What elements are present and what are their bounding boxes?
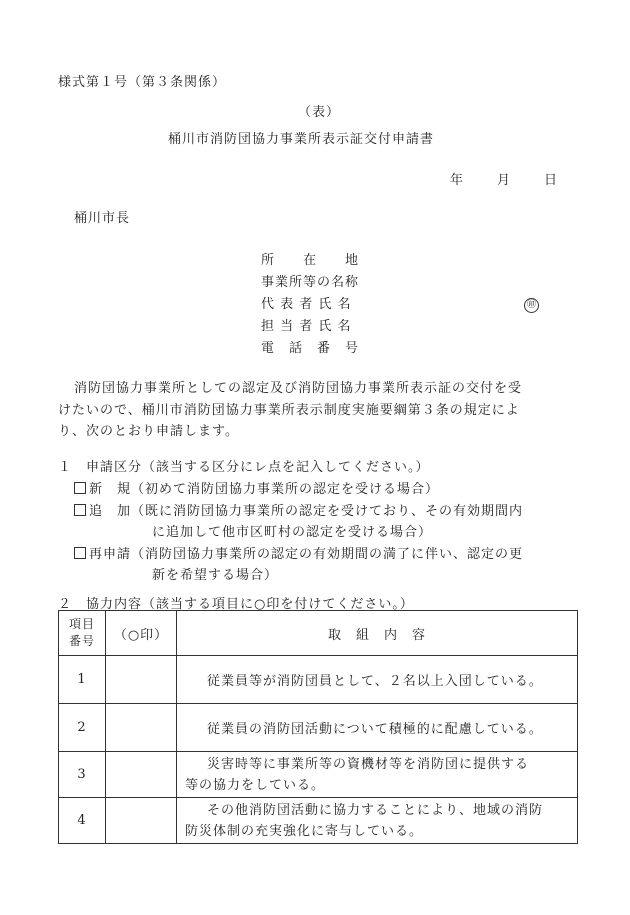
option-add-checkbox[interactable] [74,504,86,516]
row-content-line1: 災害時等に事業所等の資機材等を消防団に提供する [207,756,530,772]
intro-line-3: り、次のとおり申請します。 [58,424,239,439]
option-add-desc: （既に消防団協力事業所の認定を受けており、その有効期間内 [131,504,524,519]
option-new-desc: （初めて消防団協力事業所の認定を受ける場合） [131,482,440,497]
cooperation-table [58,610,578,844]
field-location-label: 所 在 地 [261,253,360,268]
header-item-number-line2: 番号 [68,634,95,648]
date-day: 日 [544,173,559,188]
row-content [177,752,578,798]
header-item-number [59,611,106,656]
field-person-in-charge-label: 担 当 者 氏 名 [261,319,352,334]
field-representative-label: 代 表 者 氏 名 [261,297,352,312]
option-reapply-desc-cont: 新を希望する場合） [152,568,279,583]
header-content: 取 組 内 容 [177,611,578,656]
table-row [59,752,578,798]
table-row [59,704,578,752]
option-new-label: 新 規 [89,482,132,497]
addressee: 桶川市長 [74,211,131,226]
row-number: 4 [59,798,106,844]
table-row [59,798,578,844]
seal-mark: ㊞ [524,298,539,313]
section2-heading: ２ 協力内容（該当する項目に○印を付けてください。） [58,597,414,612]
front-label: （表） [298,105,341,120]
field-phone-label: 電 話 番 号 [261,341,360,356]
table-row [59,656,578,704]
form-number: 様式第１号（第３条関係） [58,75,227,90]
option-new [74,478,439,497]
row-content-line1: 従業員の消防団活動について積極的に配慮している。 [207,722,543,737]
row-mark-cell[interactable] [106,704,177,752]
date-year: 年 [450,173,465,188]
row-mark-cell[interactable] [106,656,177,704]
header-mark: （○印） [106,611,177,656]
row-mark-cell[interactable] [106,752,177,798]
date-month: 月 [497,173,512,188]
option-reapply-checkbox[interactable] [74,547,86,559]
row-content [177,656,578,704]
option-add-desc-cont: に追加して他市区町村の認定を受ける場合） [152,525,433,540]
section1-heading: １ 申請区分（該当する区分にレ点を記入してください。） [58,460,430,475]
intro-line-2: けたいので、桶川市消防団協力事業所表示制度実施要綱第３条の規定によ [58,403,520,418]
row-number: 1 [59,656,106,704]
option-add [74,500,523,519]
option-reapply-label: 再申請 [89,547,132,562]
row-content-line2: 等の協力をしている。 [185,777,326,793]
option-reapply [74,543,523,562]
header-item-number-line1: 項目 [68,617,95,631]
row-content [177,704,578,752]
row-number: 2 [59,704,106,752]
row-content-line1: その他消防団活動に協力することにより、地域の消防 [207,802,544,818]
page-title: 桶川市消防団協力事業所表示証交付申請書 [168,132,435,147]
row-mark-cell[interactable] [106,798,177,844]
table-header-row [59,611,578,656]
intro-line-1: 消防団協力事業所としての認定及び消防団協力事業所表示証の交付を受 [74,381,523,396]
option-add-label: 追 加 [89,504,132,519]
row-content-line2: 防災体制の充実強化に寄与している。 [185,823,424,839]
row-content [177,798,578,844]
row-number: 3 [59,752,106,798]
option-reapply-desc: （消防団協力事業所の認定の有効期間の満了に伴い、認定の更 [131,547,524,562]
field-business-name-label: 事業所等の名称 [261,275,360,290]
row-content-line1: 従業員等が消防団員として、２名以上入団している。 [207,674,543,689]
option-new-checkbox[interactable] [74,482,86,494]
